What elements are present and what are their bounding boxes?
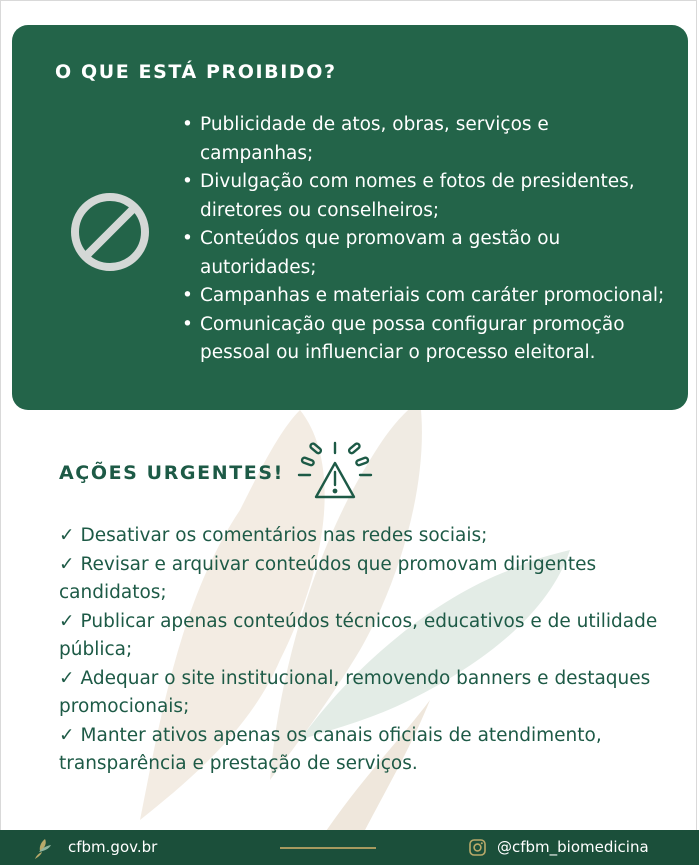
list-item-text: Divulgação com nomes e fotos de presidentes, <box>200 171 635 192</box>
footer-website-link[interactable]: cfbm.gov.br <box>68 838 158 856</box>
prohibited-icon <box>69 191 151 273</box>
list-item <box>59 522 669 551</box>
list-item <box>59 608 669 665</box>
list-item-text: Desativar os comentários nas redes sociais; <box>80 525 488 546</box>
list-item <box>59 722 669 779</box>
footer-instagram-link[interactable]: @cfbm_biomedicina <box>497 838 649 856</box>
instagram-icon <box>469 839 486 856</box>
list-item <box>180 168 680 225</box>
list-item-text-continued: transparência e prestação de serviços. <box>59 753 418 774</box>
list-item <box>59 551 669 608</box>
urgent-actions-title: AÇÕES URGENTES! <box>59 462 284 484</box>
check-icon: ✓ <box>59 667 75 689</box>
prohibited-card <box>12 25 688 410</box>
list-item-text-continued: pessoal ou influenciar o processo eleitoral. <box>200 342 596 363</box>
footer-bar <box>0 830 699 865</box>
cfbm-logo-icon <box>34 839 52 859</box>
list-item <box>180 111 680 168</box>
prohibited-list <box>180 111 680 368</box>
list-item <box>180 311 680 368</box>
list-item-text: Campanhas e materiais com caráter promocional; <box>200 285 665 306</box>
list-item-text: Revisar e arquivar conteúdos que promovam dirigentes <box>80 553 597 575</box>
list-item-text: Adequar o site institucional, removendo banners e destaques <box>80 667 651 689</box>
list-item <box>180 225 680 282</box>
list-item-text: Publicar apenas conteúdos técnicos, educativos e de utilidade <box>80 610 658 632</box>
list-item-text-continued: pública; <box>59 639 133 660</box>
list-item-text: Publicidade de atos, obras, serviços e <box>200 114 549 135</box>
urgent-actions-list <box>59 522 669 779</box>
check-icon: ✓ <box>59 610 75 632</box>
check-icon: ✓ <box>59 553 75 575</box>
list-item-text: Manter ativos apenas os canais oficiais de atendimento, <box>80 724 602 746</box>
prohibited-title: O QUE ESTÁ PROIBIDO? <box>55 61 337 83</box>
check-icon: ✓ <box>59 525 75 546</box>
list-item-text-continued: promocionais; <box>59 696 190 717</box>
check-icon: ✓ <box>59 724 75 746</box>
list-item-text: Conteúdos que promovam a gestão ou <box>200 228 561 249</box>
footer-divider <box>280 847 376 849</box>
list-item-text-continued: candidatos; <box>59 582 167 603</box>
list-item-text-continued: campanhas; <box>200 142 314 164</box>
list-item-text-continued: diretores ou conselheiros; <box>200 199 440 221</box>
list-item-text: Comunicação que possa configurar promoção <box>200 313 625 335</box>
list-item <box>180 282 680 311</box>
list-item-text-continued: autoridades; <box>200 256 317 278</box>
list-item <box>59 665 669 722</box>
alert-icon <box>296 441 374 501</box>
